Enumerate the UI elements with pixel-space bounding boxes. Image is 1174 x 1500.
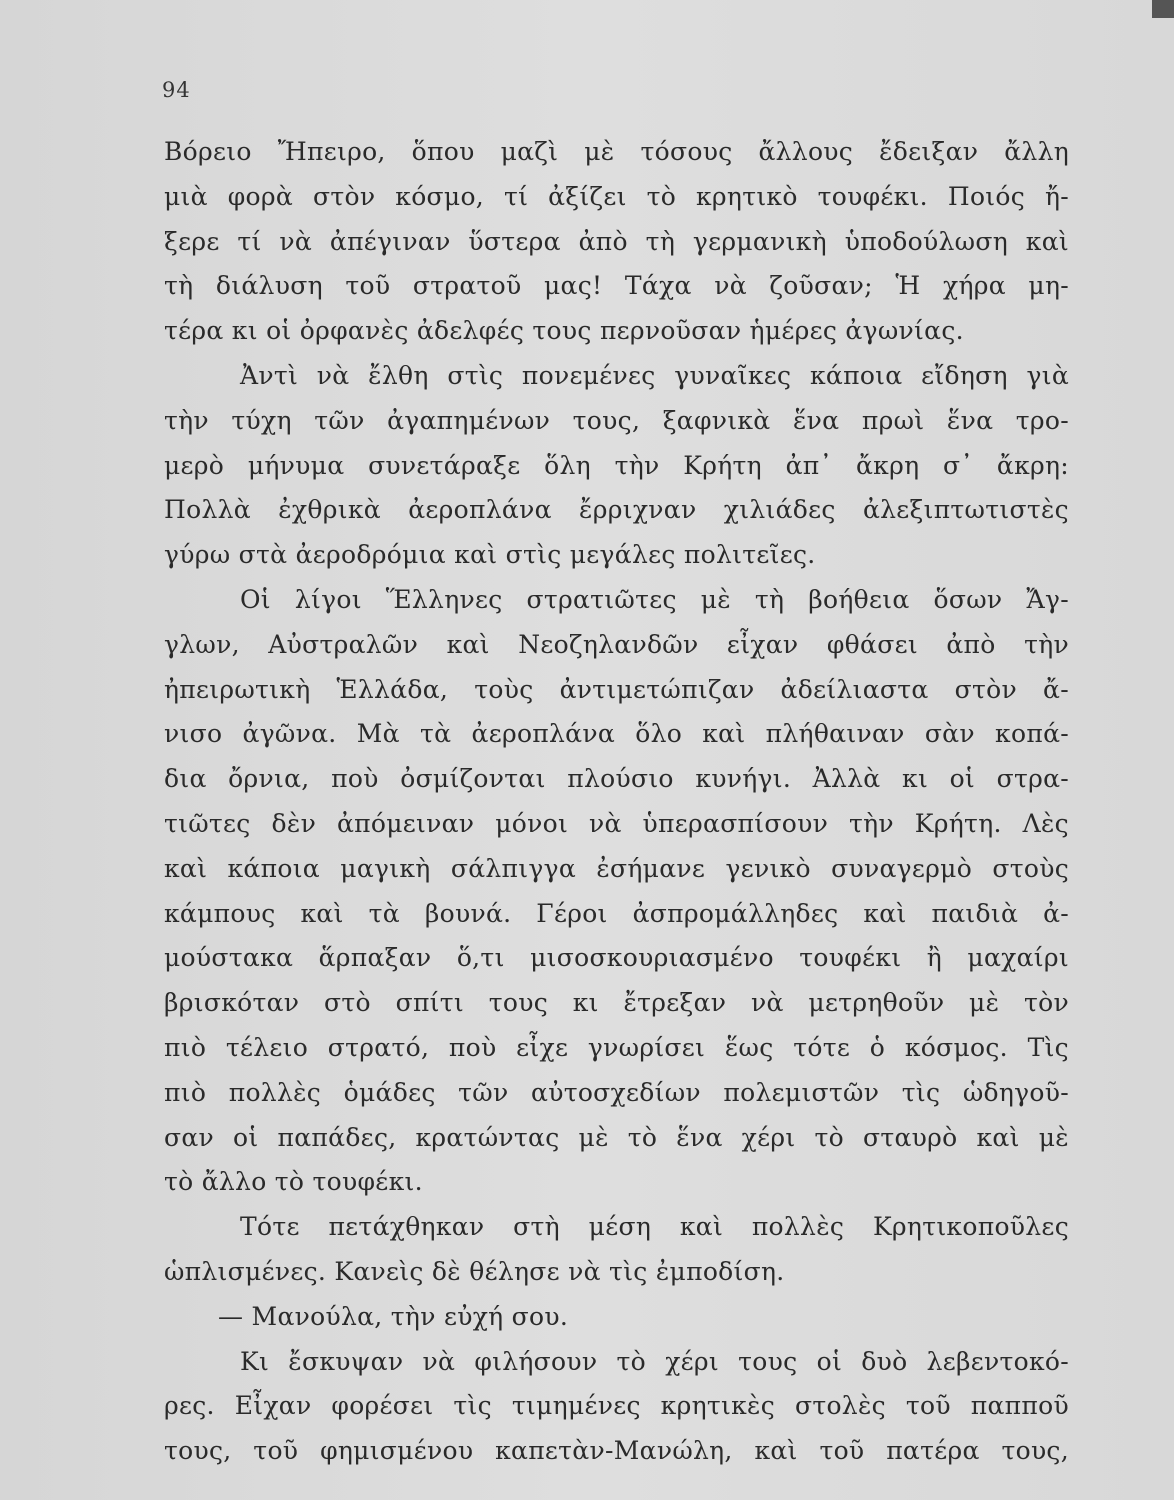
text-line: τους, τοῦ φημισμένου καπετὰν-Μανώλη, καὶ τοῦ πατέρα τους, bbox=[164, 1436, 1069, 1466]
text-line: Τότε πετάχθηκαν στὴ μέση καὶ πολλὲς Κρητικοποῦλες bbox=[240, 1212, 1069, 1242]
text-line: πιὸ τέλειο στρατό, ποὺ εἶχε γνωρίσει ἕως τότε ὁ κόσμος. Τὶς bbox=[164, 1032, 1069, 1062]
text-line: δια ὄρνια, ποὺ ὀσμίζονται πλούσιο κυνήγι. Ἀλλὰ κι οἱ στρα- bbox=[164, 764, 1069, 794]
text-line: τέρα κι οἱ ὀρφανὲς ἀδελφές τους περνοῦσαν ἡμέρες ἀγωνίας. bbox=[164, 316, 964, 346]
text-line: μούστακα ἅρπαξαν ὅ,τι μισοσκουριασμένο τουφέκι ἢ μαχαίρι bbox=[164, 943, 1069, 973]
text-line: βρισκόταν στὸ σπίτι τους κι ἔτρεξαν νὰ μετρηθοῦν μὲ τὸν bbox=[164, 988, 1069, 1018]
text-line: πιὸ πολλὲς ὁμάδες τῶν αὐτοσχεδίων πολεμιστῶν τὶς ὡδηγοῦ- bbox=[164, 1077, 1069, 1107]
text-line: μιὰ φορὰ στὸν κόσμο, τί ἀξίζει τὸ κρητικὸ τουφέκι. Ποιός ἤ- bbox=[164, 181, 1069, 211]
text-line: Κι ἔσκυψαν νὰ φιλήσουν τὸ χέρι τους οἱ δυὸ λεβεντοκό- bbox=[240, 1346, 1069, 1376]
text-line: καὶ κάποια μαγικὴ σάλπιγγα ἐσήμανε γενικὸ συναγερμὸ στοὺς bbox=[164, 853, 1069, 883]
text-line: τιῶτες δὲν ἀπόμειναν μόνοι νὰ ὑπερασπίσουν τὴν Κρήτη. Λὲς bbox=[164, 808, 1069, 838]
text-line: γύρω στὰ ἀεροδρόμια καὶ στὶς μεγάλες πολιτεῖες. bbox=[164, 540, 816, 570]
text-line: κάμπους καὶ τὰ βουνά. Γέροι ἀσπρομάλληδες καὶ παιδιὰ ἀ- bbox=[164, 898, 1069, 928]
text-line: νισο ἀγῶνα. Μὰ τὰ ἀεροπλάνα ὅλο καὶ πλήθαιναν σὰν κοπά- bbox=[164, 719, 1069, 749]
text-line: γλων, Αὐστραλῶν καὶ Νεοζηλανδῶν εἶχαν φθάσει ἀπὸ τὴν bbox=[164, 629, 1069, 659]
text-line: ὡπλισμένες. Κανεὶς δὲ θέλησε νὰ τὶς ἐμποδίση. bbox=[164, 1256, 785, 1286]
text-line: σαν οἱ παπάδες, κρατώντας μὲ τὸ ἕνα χέρι τὸ σταυρὸ καὶ μὲ bbox=[164, 1122, 1069, 1152]
body-text bbox=[164, 130, 1069, 1474]
text-line: τὴ διάλυση τοῦ στρατοῦ μας! Τάχα νὰ ζοῦσαν; Ἡ χήρα μη- bbox=[164, 271, 1069, 301]
text-line: Βόρειο Ἤπειρο, ὅπου μαζὶ μὲ τόσους ἄλλους ἔδειξαν ἄλλη bbox=[164, 137, 1069, 166]
text-line: ρες. Εἶχαν φορέσει τὶς τιμημένες κρητικὲς στολὲς τοῦ παπποῦ bbox=[164, 1391, 1069, 1421]
text-line: τὴν τύχη τῶν ἀγαπημένων τους, ξαφνικὰ ἕνα πρωὶ ἕνα τρο- bbox=[164, 405, 1069, 435]
text-line: μερὸ μήνυμα συνετάραξε ὅλη τὴν Κρήτη ἀπ᾽ ἄκρη σ᾽ ἄκρη: bbox=[164, 450, 1069, 480]
text-line: ἠπειρωτικὴ Ἑλλάδα, τοὺς ἀντιμετώπιζαν ἀδείλιαστα στὸν ἄ- bbox=[164, 674, 1069, 704]
text-line: τὸ ἄλλο τὸ τουφέκι. bbox=[164, 1167, 423, 1197]
text-line: ξερε τί νὰ ἀπέγιναν ὕστερα ἀπὸ τὴ γερμανικὴ ὑποδούλωση καὶ bbox=[164, 226, 1069, 256]
page-number: 94 bbox=[162, 78, 191, 102]
dialogue-line: — Μανούλα, τὴν εὐχή σου. bbox=[218, 1301, 569, 1331]
text-line: Οἱ λίγοι Ἕλληνες στρατιῶτες μὲ τὴ βοήθεια ὅσων Ἄγ- bbox=[240, 584, 1069, 614]
scan-edge bbox=[1152, 0, 1174, 18]
text-line: Ἀντὶ νὰ ἔλθη στὶς πονεμένες γυναῖκες κάποια εἴδηση γιὰ bbox=[240, 360, 1069, 390]
text-line: Πολλὰ ἐχθρικὰ ἀεροπλάνα ἔρριχναν χιλιάδες ἀλεξιπτωτιστὲς bbox=[164, 495, 1069, 525]
